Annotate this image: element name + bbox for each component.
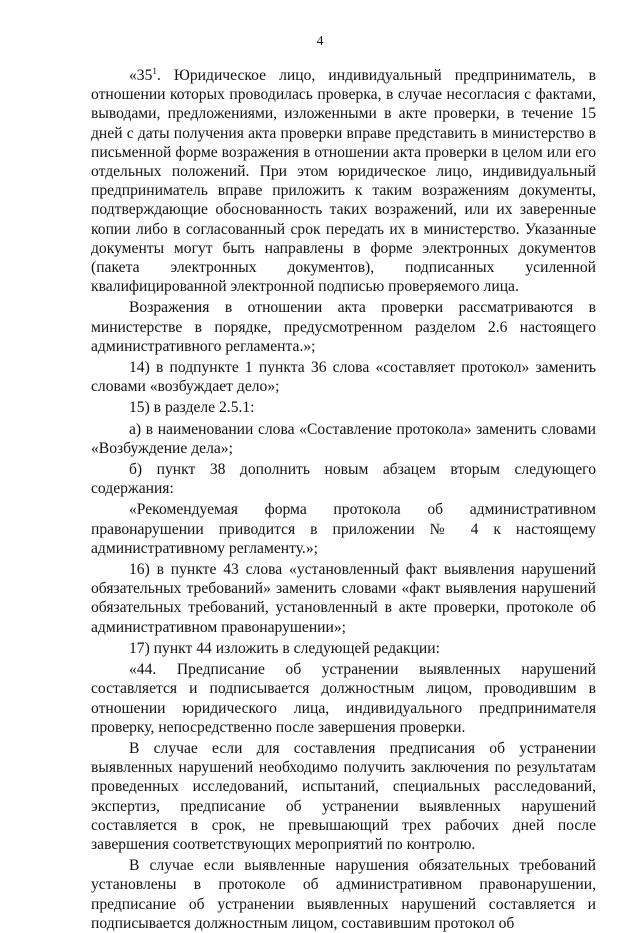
paragraph: «Рекомендуемая форма протокола об административном правонарушении приводится в приложении № 4 к настоящему административному регламенту.»; <box>91 501 596 557</box>
paragraph: 16) в пункте 43 слова «установленный факт выявления нарушений обязательных требований» заменить словами «факт выявления нарушений обязательных требований, установленный в акте проверки, протоколе об административном правонарушении»; <box>91 561 596 636</box>
superscript: 1 <box>152 65 157 76</box>
paragraph-35-1 <box>91 66 596 296</box>
paragraph: Возражения в отношении акта проверки рассматриваются в министерстве в порядке, предусмотренном разделом 2.6 настоящего административного регламента.»; <box>91 299 596 355</box>
paragraph: «44. Предписание об устранении выявленных нарушений составляется и подписывается должностным лицом, проводившим в отношении юридического лица, индивидуального предпринимателя проверку, непосредственно после завершения проверки. <box>91 661 596 736</box>
document-body <box>91 66 596 933</box>
paragraph: б) пункт 38 дополнить новым абзацем вторым следующего содержания: <box>91 461 596 498</box>
paragraph: 14) в подпункте 1 пункта 36 слова «составляет протокол» заменить словами «возбуждает дело»; <box>91 359 596 396</box>
paragraph: 15) в разделе 2.5.1: <box>129 399 255 417</box>
paragraph: а) в наименовании слова «Составление протокола» заменить словами «Возбуждение дела»; <box>91 420 596 457</box>
page-number: 4 <box>316 34 324 49</box>
paragraph-text: . Юридическое лицо, индивидуальный предприниматель, в отношении которых проводилась проверка, в случае несогласия с фактами, выводами, предложениями, изложенными в акте проверки, в течение 15 дней с даты получения акта проверки вправе представить в министерство в письменной форме возражения в отношении акта проверки в целом или его отдельных положений. При этом юридическое лицо, индивидуальный предприниматель вправе приложить к таким возражениям документы, подтверждающие обоснованность таких возражений, или их заверенные копии либо в согласованный срок передать их в министерство. Указанные документы могут быть направлены в форме электронных документов (пакета электронных документов), подписанных усиленной квалифицированной электронной подписью проверяемого лица. <box>91 67 596 296</box>
paragraph-number: «35 <box>129 67 153 84</box>
paragraph: В случае если для составления предписания об устранении выявленных нарушений необходимо получить заключения по результатам проведенных исследований, испытаний, специальных расследований, экспертиз, предписание об устранении выявленных нарушений составляется в срок, не превышающий трех рабочих дней после завершения соответствующих мероприятий по контролю. <box>91 739 596 853</box>
paragraph: В случае если выявленные нарушения обязательных требований установлены в протоколе об административном правонарушении, предписание об устранении выявленных нарушений составляется и подписывается должностным лицом, составившим протокол об <box>91 857 596 932</box>
paragraph: 17) пункт 44 изложить в следующей редакции: <box>129 639 440 657</box>
